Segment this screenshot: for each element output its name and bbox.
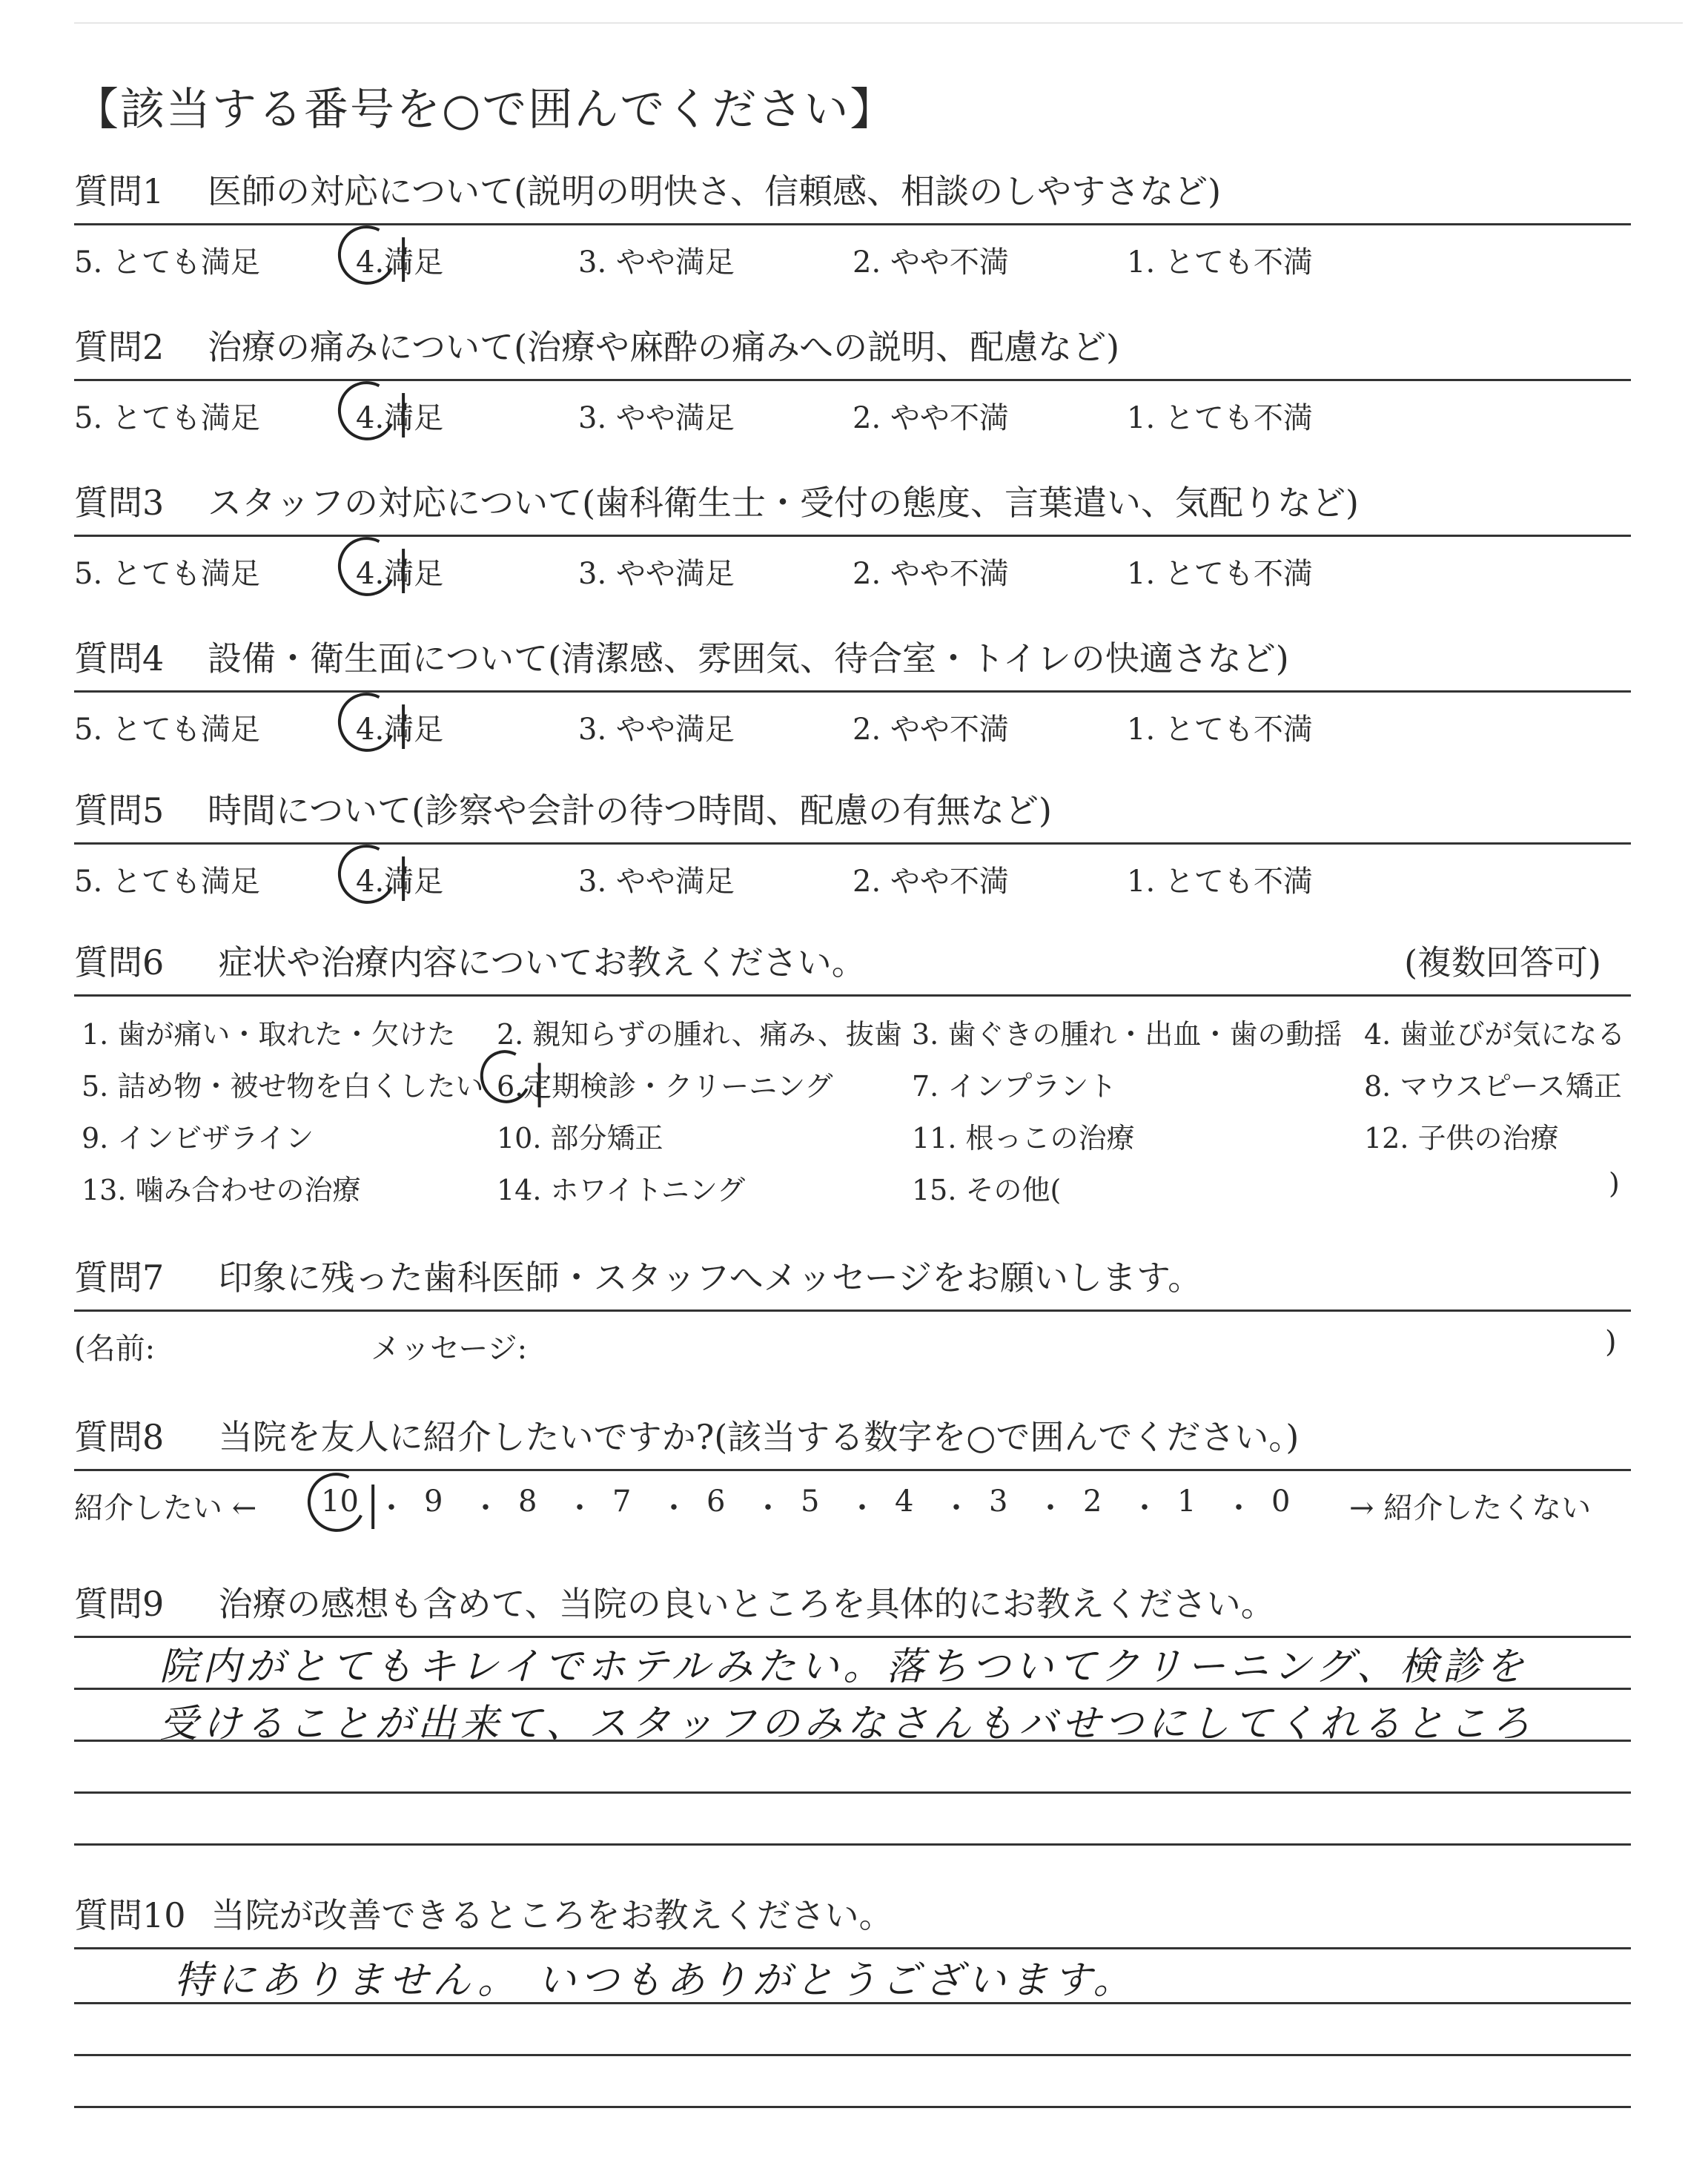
treatment-option[interactable]: 9. インビザライン xyxy=(82,1122,314,1155)
rating-option[interactable]: 1. とても不満 xyxy=(1127,713,1313,747)
question-5 xyxy=(74,779,1631,904)
question-number: 質問4 xyxy=(74,638,165,678)
rating-option[interactable]: 5. とても満足 xyxy=(74,245,260,280)
question-text: 設備・衛生面について(清潔感、雰囲気、待合室・トイレの快適さなど) xyxy=(208,638,1289,678)
answer-line xyxy=(74,2106,1631,2108)
question-7 xyxy=(74,1246,1631,1364)
scale-separator: ・ xyxy=(1036,1491,1065,1525)
question-number: 質問7 xyxy=(74,1258,165,1298)
rating-option[interactable]: 4.満足 xyxy=(356,557,444,591)
scale-separator: ・ xyxy=(847,1491,877,1525)
answer-line xyxy=(74,1843,1631,1846)
question-text: 医師の対応について(説明の明快さ、信頼感、相談のしやすさなど) xyxy=(208,171,1222,211)
treatment-option[interactable]: 4. 歯並びが気になる xyxy=(1364,1018,1626,1051)
close-paren: ) xyxy=(1605,1325,1617,1359)
rating-option[interactable]: 2. やや不満 xyxy=(853,865,1009,899)
question-8 xyxy=(74,1405,1631,1530)
scale-separator: ・ xyxy=(753,1491,783,1525)
rating-option[interactable]: 3. やや満足 xyxy=(578,865,735,899)
question-number: 質問6 xyxy=(74,942,165,982)
name-label: (名前: xyxy=(74,1332,156,1366)
rating-option[interactable]: 1. とても不満 xyxy=(1127,557,1313,591)
scale-separator: ・ xyxy=(659,1491,689,1525)
question-text: 印象に残った歯科医師・スタッフへメッセージをお願いします。 xyxy=(218,1258,1202,1298)
rating-option[interactable]: 2. やや不満 xyxy=(853,557,1009,591)
rating-option[interactable]: 4.満足 xyxy=(356,713,444,747)
top-border xyxy=(74,22,1683,24)
scale-separator: ・ xyxy=(471,1491,500,1525)
treatment-option[interactable]: 8. マウスピース矯正 xyxy=(1364,1070,1622,1103)
scale-separator: ・ xyxy=(565,1491,595,1525)
recommend-score[interactable]: 9 xyxy=(424,1484,443,1519)
handwritten-answer-line-1: 特にありません。 いつもありがとうございます。 xyxy=(174,1958,1136,2003)
rating-option[interactable]: 2. やや不満 xyxy=(853,245,1009,280)
scale-separator: ・ xyxy=(1130,1491,1159,1525)
recommend-score[interactable]: 2 xyxy=(1083,1484,1102,1519)
hand-drawn-circle-mark xyxy=(331,685,404,759)
question-9 xyxy=(74,1572,1631,1636)
treatment-option[interactable]: 11. 根っこの治療 xyxy=(912,1122,1135,1155)
question-text: 治療の痛みについて(治療や麻酔の痛みへの説明、配慮など) xyxy=(208,327,1120,367)
rating-option[interactable]: 5. とても満足 xyxy=(74,713,260,747)
treatment-option[interactable]: 6.定期検診・クリーニング xyxy=(497,1070,833,1103)
treatment-option[interactable]: 10. 部分矯正 xyxy=(497,1122,663,1155)
rating-option[interactable]: 1. とても不満 xyxy=(1127,245,1313,280)
rating-option[interactable]: 3. やや満足 xyxy=(578,713,735,747)
recommend-score[interactable]: 0 xyxy=(1271,1484,1291,1519)
form-header: 【該当する番号を○で囲んでください】 xyxy=(74,84,896,136)
treatment-option[interactable]: 12. 子供の治療 xyxy=(1364,1122,1559,1155)
question-4 xyxy=(74,627,1631,752)
rating-option[interactable]: 1. とても不満 xyxy=(1127,865,1313,899)
hand-drawn-circle-mark xyxy=(331,218,404,292)
multiple-answer-note: (複数回答可) xyxy=(1404,942,1601,982)
answer-line xyxy=(74,2054,1631,2056)
question-number: 質問5 xyxy=(74,790,165,830)
treatment-option[interactable]: 15. その他( xyxy=(912,1174,1062,1206)
rating-option[interactable]: 2. やや不満 xyxy=(853,713,1009,747)
rating-option[interactable]: 3. やや満足 xyxy=(578,245,735,280)
question-number: 質問2 xyxy=(74,327,165,367)
recommend-score[interactable]: 1 xyxy=(1177,1484,1196,1519)
treatment-option[interactable]: 3. 歯ぐきの腫れ・出血・歯の動揺 xyxy=(912,1018,1343,1051)
recommend-score[interactable]: 5 xyxy=(801,1484,820,1519)
rating-option[interactable]: 3. やや満足 xyxy=(578,401,735,435)
recommend-left-label: 紹介したい ← xyxy=(74,1491,257,1525)
rating-option[interactable]: 4.満足 xyxy=(356,245,444,280)
treatment-option[interactable]: 5. 詰め物・被せ物を白くしたい xyxy=(82,1070,484,1103)
treatment-option[interactable]: 13. 噛み合わせの治療 xyxy=(82,1174,361,1206)
message-label: メッセージ: xyxy=(371,1332,528,1366)
hand-drawn-circle-mark xyxy=(331,529,404,604)
treatment-options xyxy=(74,997,1631,1219)
treatment-option[interactable]: 14. ホワイトニング xyxy=(497,1174,746,1206)
scale-separator: ・ xyxy=(1224,1491,1254,1525)
rating-option[interactable]: 2. やや不満 xyxy=(853,401,1009,435)
question-text: スタッフの対応について(歯科衛生士・受付の態度、言葉遣い、気配りなど) xyxy=(208,483,1359,523)
hand-drawn-circle-mark xyxy=(331,837,404,911)
hand-drawn-circle-mark xyxy=(300,1465,374,1539)
question-number: 質問3 xyxy=(74,483,165,523)
recommend-score[interactable]: 3 xyxy=(989,1484,1008,1519)
question-text: 時間について(診察や会計の待つ時間、配慮の有無など) xyxy=(208,790,1052,830)
treatment-option[interactable]: 7. インプラント xyxy=(912,1070,1117,1103)
handwritten-answer-line-1: 院内がとてもキレイでホテルみたい。落ちついてクリーニング、検診を xyxy=(159,1645,1529,1689)
scale-separator: ・ xyxy=(941,1491,971,1525)
question-10 xyxy=(74,1883,1631,1947)
question-number: 質問8 xyxy=(74,1417,165,1457)
scale-separator: ・ xyxy=(377,1491,406,1525)
question-text: 当院を友人に紹介したいですか?(該当する数字を○で囲んでください。) xyxy=(218,1417,1300,1457)
recommend-score[interactable]: 8 xyxy=(518,1484,537,1519)
recommend-score[interactable]: 4 xyxy=(895,1484,914,1519)
recommend-score[interactable]: 6 xyxy=(706,1484,726,1519)
question-text: 治療の感想も含めて、当院の良いところを具体的にお教えください。 xyxy=(218,1584,1275,1624)
question-1 xyxy=(74,159,1631,285)
rating-option[interactable]: 4.満足 xyxy=(356,401,444,435)
treatment-option[interactable]: 1. 歯が痛い・取れた・欠けた xyxy=(82,1018,456,1051)
recommend-score[interactable]: 10 xyxy=(321,1484,359,1519)
question-number: 質問9 xyxy=(74,1584,165,1624)
question-number: 質問1 xyxy=(74,171,165,211)
question-number: 質問10 xyxy=(74,1895,186,1935)
recommend-right-label: → 紹介したくない xyxy=(1349,1491,1592,1525)
question-2 xyxy=(74,315,1631,440)
treatment-option[interactable]: ) xyxy=(1609,1167,1620,1200)
rating-option[interactable]: 5. とても満足 xyxy=(74,401,260,435)
rating-option[interactable]: 5. とても満足 xyxy=(74,557,260,591)
recommend-score[interactable]: 7 xyxy=(612,1484,632,1519)
question-text: 症状や治療内容についてお教えください。 xyxy=(218,942,866,982)
rating-option[interactable]: 1. とても不満 xyxy=(1127,401,1313,435)
question-6 xyxy=(74,931,1631,1219)
handwritten-answer-line-2: 受けることが出来て、スタッフのみなさんもバせつにしてくれるところ xyxy=(159,1702,1535,1746)
treatment-option[interactable]: 2. 親知らずの腫れ、痛み、抜歯 xyxy=(497,1018,902,1051)
rating-option[interactable]: 5. とても満足 xyxy=(74,865,260,899)
answer-line xyxy=(74,1791,1631,1794)
rating-option[interactable]: 3. やや満足 xyxy=(578,557,735,591)
rating-option[interactable]: 4.満足 xyxy=(356,865,444,899)
question-text: 当院が改善できるところをお教えください。 xyxy=(211,1895,893,1935)
question-3 xyxy=(74,471,1631,596)
hand-drawn-circle-mark xyxy=(331,374,404,448)
